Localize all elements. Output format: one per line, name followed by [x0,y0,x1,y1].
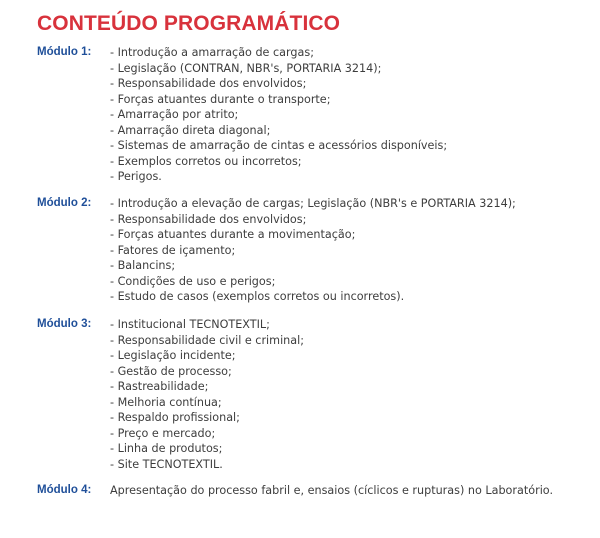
list-item: - Perigos. [110,170,162,183]
list-item: - Preço e mercado; [110,426,216,440]
list-item: - Site TECNOTEXTIL. [110,457,223,471]
list-item: - Balancins; [110,259,176,272]
list-item: - Institucional TECNOTEXTIL; [110,318,270,331]
list-item: - Melhoria contínua; [110,395,222,409]
list-item: - Estudo de casos (exemplos corretos ou incorretos). [110,290,405,303]
list-item: - Forças atuantes durante a movimentação; [110,228,356,241]
module-3-label: Módulo 3: [37,318,92,330]
module-2-label: Módulo 2: [37,197,92,209]
module-2-topic-list [110,196,516,305]
list-item: - Responsabilidade dos envolvidos; [110,212,307,226]
module-4-label: Módulo 4: [37,484,92,496]
list-item: - Gestão de processo; [110,364,232,378]
list-item: - Fatores de içamento; [110,243,236,257]
module-1-topic-list [110,45,447,185]
list-item: - Linha de produtos; [110,442,223,455]
list-item: - Forças atuantes durante o transporte; [110,92,331,106]
list-item: - Respaldo profissional; [110,411,240,424]
list-item: - Responsabilidade dos envolvidos; [110,77,307,90]
list-item: - Legislação incidente; [110,349,236,362]
list-item: - Sistemas de amarração de cintas e acessórios disponíveis; [110,139,448,152]
module-4-description: Apresentação do processo fabril e, ensaios (cíclicos e rupturas) no Laboratório. [110,484,554,497]
list-item: - Responsabilidade civil e criminal; [110,333,304,347]
list-item: - Rastreabilidade; [110,380,209,393]
list-item: - Introdução a elevação de cargas; Legislação (NBR's e PORTARIA 3214); [110,197,516,210]
list-item: - Amarração por atrito; [110,108,239,121]
list-item: - Introdução a amarração de cargas; [110,46,314,59]
list-item: - Legislação (CONTRAN, NBR's, PORTARIA 3214); [110,61,382,75]
page-title: CONTEÚDO PROGRAMÁTICO [37,12,341,35]
module-3-topic-list [110,317,304,472]
module-1-label: Módulo 1: [37,46,92,58]
list-item: - Amarração direta diagonal; [110,123,271,137]
list-item: - Condições de uso e perigos; [110,274,276,288]
list-item: - Exemplos corretos ou incorretos; [110,154,302,168]
